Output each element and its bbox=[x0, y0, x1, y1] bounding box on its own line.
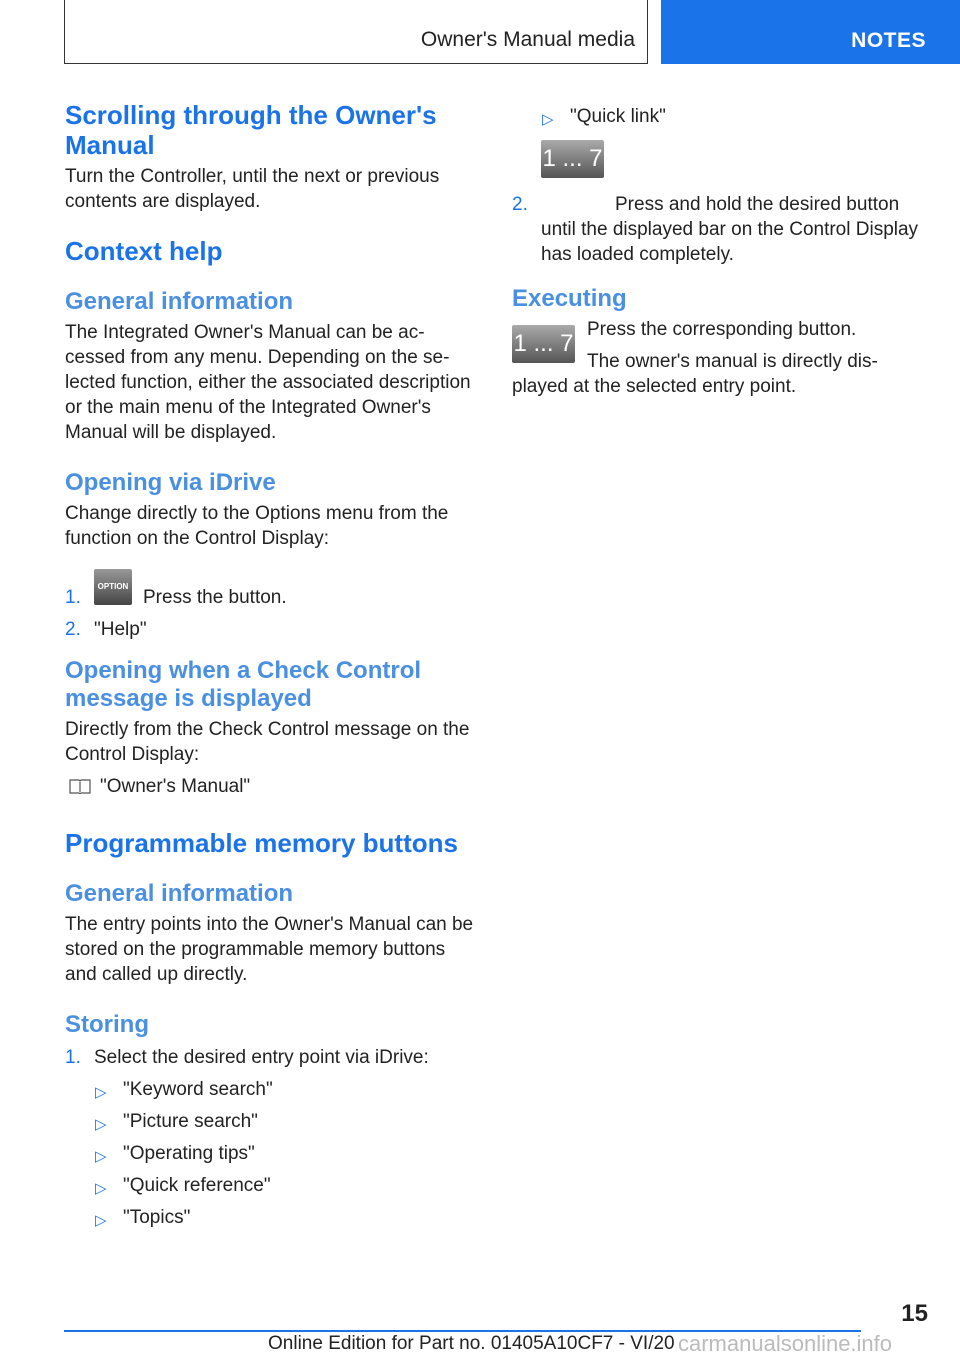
triangle-bullet-icon: ▷ bbox=[95, 1212, 107, 1229]
notes-tab[interactable] bbox=[661, 0, 960, 64]
watermark-text: carmanualsonline.info bbox=[678, 1331, 893, 1356]
heading-check-control: Opening when a Check Control message is displayed bbox=[65, 657, 422, 712]
list-item bbox=[65, 1045, 479, 1077]
option-button-icon: OPTION bbox=[94, 569, 132, 605]
check-item-text: "Owner's Manual" bbox=[100, 776, 251, 797]
right-column bbox=[512, 104, 924, 405]
step-number: 1. bbox=[65, 1047, 81, 1068]
list-item bbox=[65, 577, 479, 617]
heading-opening-idrive: Opening via iDrive bbox=[65, 469, 276, 496]
para-general-info-1: The Integrated Owner's Manual can be ac‐ cessed from any menu. Depending on the se‐ lected function, either the associated description or the main menu of the Integrated Owner's Manual will be displayed. bbox=[65, 322, 471, 443]
page-number: 15 bbox=[901, 1300, 928, 1327]
triangle-bullet-icon: ▷ bbox=[95, 1148, 107, 1165]
step-text: Select the desired entry point via iDrive: bbox=[94, 1047, 429, 1068]
sub-item-text: "Topics" bbox=[123, 1207, 191, 1228]
step-number: 2. bbox=[65, 619, 81, 640]
step-text: Press the button. bbox=[143, 587, 287, 608]
para-check-control: Directly from the Check Control message on the Control Display: bbox=[65, 719, 470, 765]
para-executing-1: Press the corresponding button. bbox=[587, 319, 857, 340]
heading-memory-buttons: Programmable memory buttons bbox=[65, 828, 458, 858]
sub-item-text: "Picture search" bbox=[123, 1111, 258, 1132]
para-opening-idrive: Change directly to the Options menu from the function on the Control Display: bbox=[65, 503, 449, 549]
heading-executing: Executing bbox=[512, 285, 627, 312]
para-general-info-2: The entry points into the Owner's Manual can be stored on the programmable memory buttons and called up directly. bbox=[65, 914, 474, 985]
list-item bbox=[65, 617, 479, 649]
step-number: 2. bbox=[512, 194, 528, 215]
sub-item-text: "Quick reference" bbox=[123, 1175, 271, 1196]
memory-button-icon: 1 ... 7 bbox=[541, 140, 604, 178]
list-item bbox=[65, 1109, 479, 1141]
step-text: Press and hold the desired button until the displayed bar on the Control Display has loaded completely. bbox=[541, 194, 919, 265]
para-executing-2: The owner's manual is directly dis‐ played at the selected entry point. bbox=[512, 351, 878, 397]
list-item bbox=[65, 1173, 479, 1205]
heading-scrolling: Scrolling through the Owner's Manual bbox=[65, 100, 437, 160]
notes-tab-label: NOTES bbox=[851, 29, 926, 52]
step-number: 1. bbox=[65, 587, 81, 608]
heading-context-help: Context help bbox=[65, 236, 223, 266]
step-text: "Help" bbox=[94, 619, 147, 640]
para-scrolling: Turn the Controller, until the next or previous contents are displayed. bbox=[65, 166, 440, 212]
memory-button-icon: 1 ... 7 bbox=[512, 325, 575, 363]
heading-storing: Storing bbox=[65, 1011, 149, 1038]
list-item bbox=[65, 774, 479, 800]
list-item bbox=[512, 140, 924, 265]
triangle-bullet-icon: ▷ bbox=[95, 1084, 107, 1101]
triangle-bullet-icon: ▷ bbox=[542, 111, 554, 128]
sub-item-text: "Keyword search" bbox=[123, 1079, 273, 1100]
list-item bbox=[512, 104, 924, 134]
list-item bbox=[65, 1205, 479, 1237]
list-item bbox=[65, 1077, 479, 1109]
triangle-bullet-icon: ▷ bbox=[95, 1116, 107, 1133]
heading-general-info-1: General information bbox=[65, 288, 294, 315]
sub-item-text: "Quick link" bbox=[570, 106, 666, 127]
list-item bbox=[65, 1141, 479, 1173]
header-title: Owner's Manual media bbox=[420, 28, 635, 51]
triangle-bullet-icon: ▷ bbox=[95, 1180, 107, 1197]
footer-edition: Online Edition for Part no. 01405A10CF7 - VI/20 bbox=[268, 1333, 675, 1354]
heading-general-info-2: General information bbox=[65, 880, 294, 907]
book-icon bbox=[69, 778, 91, 794]
left-column bbox=[65, 100, 479, 1237]
sub-item-text: "Operating tips" bbox=[123, 1143, 255, 1164]
header-box bbox=[64, 0, 648, 64]
executing-block bbox=[512, 319, 924, 405]
